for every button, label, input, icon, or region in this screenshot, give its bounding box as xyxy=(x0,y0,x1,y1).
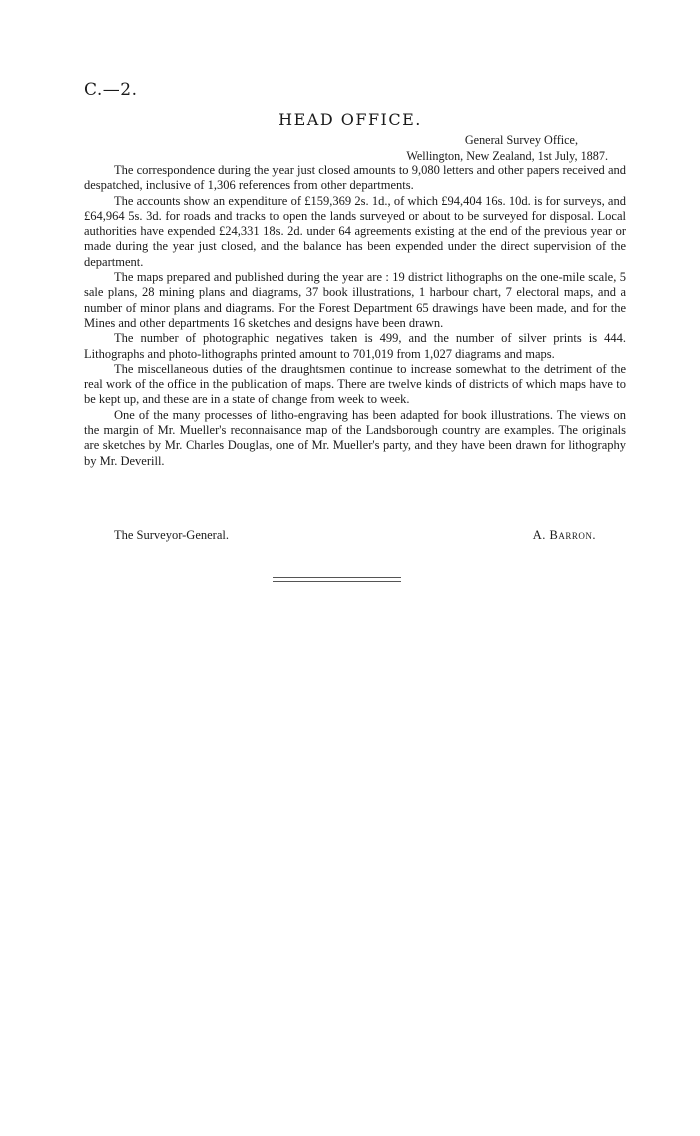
section-divider xyxy=(273,577,401,582)
paragraph-photographs: The number of photographic negatives taken is 499, and the number of silver prints is 444. Lithographs and photo-lithographs printed amount to 701,019 from 1,027 diagrams and maps. xyxy=(84,331,626,361)
signature-line xyxy=(114,528,596,543)
paragraph-correspondence: The correspondence during the year just closed amounts to 9,080 letters and other papers received and despatched, inclusive of 1,306 references from other departments. xyxy=(84,163,626,193)
paragraph-litho-engraving: One of the many processes of litho-engraving has been adapted for book illustrations. The views on the margin of Mr. Mueller's reconnaisance map of the Landsborough country are examples. The originals are sketches by Mr. Charles Douglas, one of Mr. Mueller's party, and they have been drawn for lithography by Mr. Deverill. xyxy=(84,407,626,468)
report-body xyxy=(84,163,626,469)
paragraph-maps: The maps prepared and published during the year are : 19 district lithographs on the one-mile scale, 5 sale plans, 28 mining plans and diagrams, 37 book illustrations, 1 harbour chart, 7 electoral maps, and a number of minor plans and diagrams. For the Forest Department 65 drawings have been made, and for the Mines and other departments 16 sketches and designs have been drawn. xyxy=(84,270,626,330)
paragraph-duties: The miscellaneous duties of the draughtsmen continue to increase somewhat to the detriment of the real work of the office in the publication of maps. There are twelve kinds of districts of which maps have to be kept up, and these are in a state of change from week to week. xyxy=(84,361,626,407)
signatory-name: A. Barron. xyxy=(532,528,596,542)
address-line-office: General Survey Office, xyxy=(464,133,578,147)
addressee: The Surveyor-General. xyxy=(114,528,229,542)
page-identifier: C.—2. xyxy=(84,80,138,100)
address-line-place-date: Wellington, New Zealand, 1st July, 1887. xyxy=(406,149,608,163)
address-block xyxy=(406,132,608,164)
paragraph-accounts: The accounts show an expenditure of £159,369 2s. 1d., of which £94,404 16s. 10d. is for surveys, and £64,964 5s. 3d. for roads and tracks to open the lands surveyed or about to be surveyed for disposal. Local authorities have expended £24,331 18s. 2d. under 64 agreements existing at the end of the previous year or made during the year just closed, and the balance has been expended under the direct supervision of the department. xyxy=(84,193,626,269)
section-title: HEAD OFFICE. xyxy=(278,110,422,129)
